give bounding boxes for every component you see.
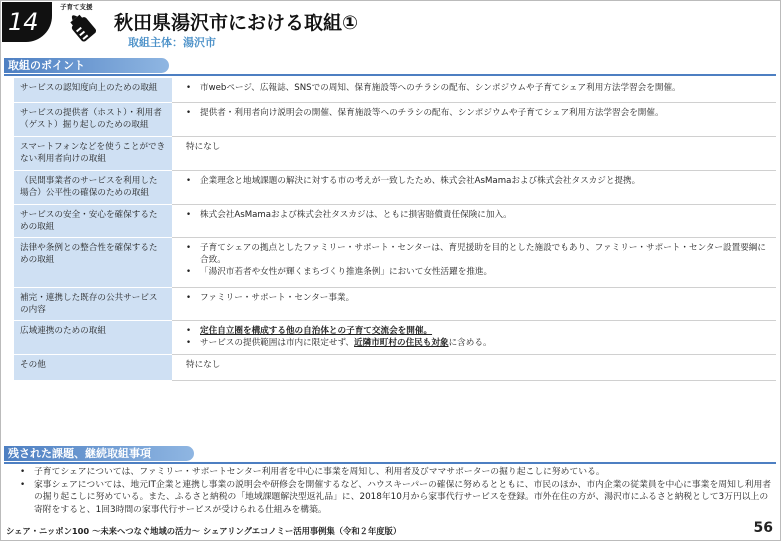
points-table xyxy=(14,78,776,381)
category-label: 子育て支援 xyxy=(60,3,93,11)
row-value: • 株式会社AsMamaおよび株式会社タスカジは、ともに損害賠償責任保険に加入。 xyxy=(172,204,776,237)
table-row xyxy=(14,136,776,170)
table-row xyxy=(14,320,776,354)
row-label: 法律や条例との整合性を確保するための取組 xyxy=(14,237,172,287)
row-label: サービスの提供者（ホスト）・利用者（ゲスト）掘り起しのための取組 xyxy=(14,102,172,136)
list-item: 家事シェアについては、地元IT企業と連携し事業の説明会や研修会を開催するなど、ハウスキーパーの確保に努めるとともに、市民のほか、市内企業の従業員を中心に事業を周知し利用者の掘り起こしに努めている。また、ふるさと納税の「地域課題解決型返礼品」に、2018年10月から家事代行サービスを登録。市外在住の方が、湯沢市にふるさと納税として3万円以上の寄附をすると、1回3時間の家事代行サービスが受けられる仕組みを構築。 xyxy=(34,479,772,515)
table-row xyxy=(14,237,776,287)
row-value: • 子育てシェアの拠点としたファミリー・サポート・センターは、育児援助を目的とした施設でもあり、ファミリー・サポート・センター設置要綱に合致。 • 「湯沢市若者や女性が輝くまちづくり推進条例」において女性活躍を推進。 xyxy=(172,237,776,287)
list-item: 提供者・利用者向け説明会の開催、保育施設等へのチラシの配布、シンポジウムや子育てシェア利用方法学習会を開催。 xyxy=(200,107,664,118)
list-item: サービスの提供範囲は市内に限定せず、近隣市町村の住民も対象に含める。 xyxy=(200,337,492,348)
row-label: サービスの安全・安心を確保するための取組 xyxy=(14,204,172,237)
issues-list: • 子育てシェアについては、ファミリー・サポートセンター利用者を中心に事業を周知し、利用者及びママサポーターの掘り起こしに努めている。 • 家事シェアについては、地元IT企業と連携し事業の説明会や研修会を開催するなど、ハウスキーパーの確保に努めるとともに、市民のほか、市内企業の従業員を中心に事業を周知し利用者の掘り起こしに努めている。また、ふるさと納税の「地域課題解決型返礼品」に、2018年10月から家事代行サービスを登録。市外在住の方が、湯沢市にふるさと納税として3万円以上の寄附をすると、1回3時間の家事代行サービスが受けられる仕組みを構築。 xyxy=(20,467,772,515)
page-title: 秋田県湯沢市における取組① xyxy=(114,12,359,34)
list-item: 子育てシェアについては、ファミリー・サポートセンター利用者を中心に事業を周知し、利用者及びママサポーターの掘り起こしに努めている。 xyxy=(34,467,605,477)
row-label: スマートフォンなどを使うことができない利用者向けの取組 xyxy=(14,136,172,170)
points-heading: 取組のポイント xyxy=(4,58,169,73)
list-item: 株式会社AsMamaおよび株式会社タスカジは、ともに損害賠償責任保険に加入。 xyxy=(200,209,512,220)
points-heading-rule xyxy=(4,74,776,76)
row-value: 特になし xyxy=(172,354,776,380)
row-value: • 企業理念と地域課題の解決に対する市の考えが一致したため、株式会社AsMamaおよび株式会社タスカジと提携。 xyxy=(172,170,776,204)
issues-heading-rule xyxy=(4,462,776,464)
row-label: サービスの認知度向上のための取組 xyxy=(14,78,172,102)
row-label: 補完・連携した既存の公共サービスの内容 xyxy=(14,287,172,320)
issues-heading: 残された課題、継続取組事項 xyxy=(4,446,194,461)
row-label: （民間事業者のサービスを利用した場合）公平性の確保のための取組 xyxy=(14,170,172,204)
row-value: • ファミリー・サポート・センター事業。 xyxy=(172,287,776,320)
list-item: 市webページ、広報誌、SNSでの周知、保育施設等へのチラシの配布、シンポジウムや子育てシェア利用方法学習会を開催。 xyxy=(200,83,681,93)
case-number-badge: 14 xyxy=(2,2,52,42)
list-item: ファミリー・サポート・センター事業。 xyxy=(200,292,355,303)
list-item: 子育てシェアの拠点としたファミリー・サポート・センターは、育児援助を目的とした施設でもあり、ファミリー・サポート・センター設置要綱に合致。 xyxy=(200,242,766,265)
table-row xyxy=(14,78,776,102)
baby-bottle-icon xyxy=(62,10,102,44)
page-number: 56 xyxy=(753,520,773,536)
page-subtitle: 取組主体：湯沢市 xyxy=(128,36,216,49)
row-value: • 定住自立圏を構成する他の自治体との子育て交流会を開催。 • サービスの提供範囲は市内に限定せず、近隣市町村の住民も対象に含める。 xyxy=(172,320,776,354)
row-label: その他 xyxy=(14,354,172,380)
list-item: 企業理念と地域課題の解決に対する市の考えが一致したため、株式会社AsMamaおよび株式会社タスカジと提携。 xyxy=(200,175,641,186)
table-row xyxy=(14,204,776,237)
table-row xyxy=(14,287,776,320)
footer-text: シェア・ニッポン100 ～未来へつなぐ地域の活力～ シェアリングエコノミー活用事例集（令和２年度版） xyxy=(6,526,402,536)
row-value: 特になし xyxy=(172,136,776,170)
row-label: 広域連携のための取組 xyxy=(14,320,172,354)
table-row xyxy=(14,170,776,204)
list-item: 定住自立圏を構成する他の自治体との子育て交流会を開催。 xyxy=(200,325,433,336)
table-row xyxy=(14,354,776,380)
row-value: • 提供者・利用者向け説明会の開催、保育施設等へのチラシの配布、シンポジウムや子育てシェア利用方法学習会を開催。 xyxy=(172,102,776,136)
row-value: • 市webページ、広報誌、SNSでの周知、保育施設等へのチラシの配布、シンポジウムや子育てシェア利用方法学習会を開催。 xyxy=(172,78,776,102)
table-row xyxy=(14,102,776,136)
list-item: 「湯沢市若者や女性が輝くまちづくり推進条例」において女性活躍を推進。 xyxy=(200,266,493,277)
